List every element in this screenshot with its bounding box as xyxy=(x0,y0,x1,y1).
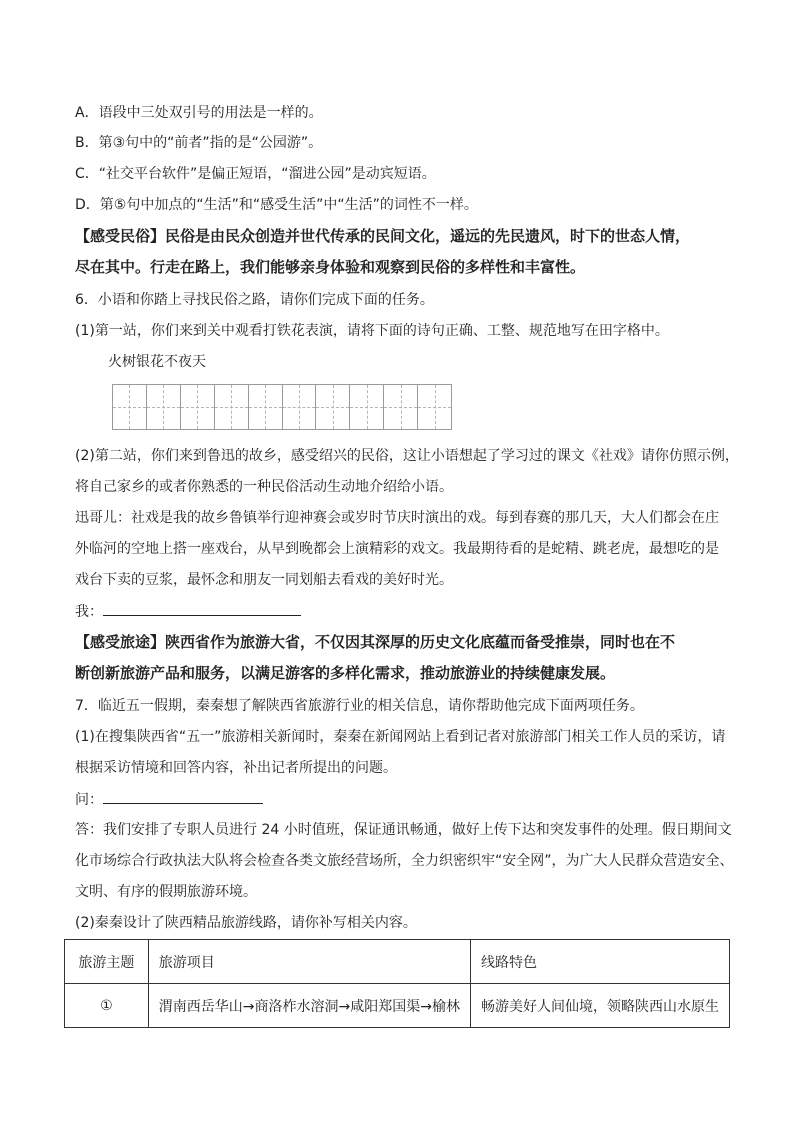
theme-cell[interactable]: ① xyxy=(65,984,149,1028)
me-answer-line xyxy=(75,601,301,622)
q7-part1-line-2: 根据采访情境和回答内容，补出记者所提出的问题。 xyxy=(75,760,397,776)
option-c: C．“社交平台软件”是偏正短语，“溜进公园”是动宾短语。 xyxy=(75,166,436,182)
me-answer-blank[interactable] xyxy=(103,601,301,616)
grid-cell[interactable] xyxy=(249,385,283,429)
travel-section-line-2: 断创新旅游产品和服务，以满足游客的多样化需求，推动旅游业的持续健康发展。 xyxy=(75,664,616,682)
grid-cell[interactable] xyxy=(350,385,384,429)
header-feature: 线路特色 xyxy=(471,940,730,984)
example-line-3: 戏台下卖的豆浆，最怀念和朋友一同划船去看戏的美好时光。 xyxy=(75,572,453,588)
table-header-row xyxy=(65,940,730,984)
q7-intro: 7．临近五一假期，秦秦想了解陕西省旅游行业的相关信息，请你帮助他完成下面两项任务。 xyxy=(75,698,644,714)
example-line-2: 外临河的空地上搭一座戏台，从早到晚都会上演精彩的戏文。我最期待看的是蛇精、跳老虎，最想吃的是 xyxy=(75,541,719,557)
header-project: 旅游项目 xyxy=(148,940,470,984)
folk-section-line-1: 【感受民俗】民俗是由民众创造并世代传承的民间文化，遥远的先民遗风，时下的世态人情， xyxy=(75,227,691,245)
answer-line-2: 化市场综合行政执法大队将会检查各类文旅经营场所，全力织密织牢“安全网”，为广大人民群众营造安全、 xyxy=(75,853,734,869)
ask-label: 问： xyxy=(75,792,103,808)
header-theme: 旅游主题 xyxy=(65,940,149,984)
table-row xyxy=(65,984,730,1028)
project-cell: 渭南西岳华山→商洛柞水溶洞→咸阳郑国渠→榆林 xyxy=(148,984,470,1028)
answer-line-3: 文明、有序的假期旅游环境。 xyxy=(75,884,257,900)
grid-cell[interactable] xyxy=(147,385,181,429)
route-table xyxy=(64,939,730,1028)
q6-part1: (1)第一站，你们来到关中观看打铁花表演，请将下面的诗句正确、工整、规范地写在田字格中。 xyxy=(75,323,669,339)
grid-cell[interactable] xyxy=(384,385,418,429)
poem-line: 火树银花不夜天 xyxy=(108,354,206,370)
ask-answer-blank[interactable] xyxy=(103,789,263,804)
option-d: D．第⑤句中加点的“生活”和“感受生活”中“生活”的词性不一样。 xyxy=(75,197,478,213)
me-label: 我： xyxy=(75,604,103,620)
q6-intro: 6．小语和你踏上寻找民俗之路，请你们完成下面的任务。 xyxy=(75,292,434,308)
ask-line xyxy=(75,789,263,810)
grid-cell[interactable] xyxy=(181,385,215,429)
q7-part2: (2)秦秦设计了陕西精品旅游线路，请你补写相关内容。 xyxy=(75,915,417,931)
tianzige-grid[interactable] xyxy=(112,384,452,430)
option-b: B．第③句中的“前者”指的是“公园游”。 xyxy=(75,135,323,151)
grid-cell[interactable] xyxy=(418,385,451,429)
folk-section-line-2: 尽在其中。行走在路上，我们能够亲身体验和观察到民俗的多样性和丰富性。 xyxy=(75,258,586,276)
option-a: A．语段中三处双引号的用法是一样的。 xyxy=(75,105,323,121)
grid-cell[interactable] xyxy=(113,385,147,429)
grid-cell[interactable] xyxy=(215,385,249,429)
grid-cell[interactable] xyxy=(283,385,317,429)
answer-line-1: 答：我们安排了专职人员进行 24 小时值班，保证通讯畅通，做好上传下达和突发事件的处理。假日期间文 xyxy=(75,822,732,838)
q6-part2-line-2: 将自己家乡的或者你熟悉的一种民俗活动生动地介绍给小语。 xyxy=(75,479,453,495)
example-line-1: 迅哥儿：社戏是我的故乡鲁镇举行迎神赛会或岁时节庆时演出的戏。每到春赛的那几天，大人们都会在庄 xyxy=(75,510,719,526)
travel-section-line-1: 【感受旅途】陕西省作为旅游大省，不仅因其深厚的历史文化底蕴而备受推崇，同时也在不 xyxy=(75,633,676,651)
grid-cell[interactable] xyxy=(316,385,350,429)
feature-cell: 畅游美好人间仙境，领略陕西山水原生 xyxy=(471,984,730,1028)
q6-part2-line-1: (2)第二站，你们来到鲁迅的故乡，感受绍兴的民俗，这让小语想起了学习过的课文《社戏》请你仿照示例， xyxy=(75,448,739,464)
q7-part1-line-1: (1)在搜集陕西省“五一”旅游相关新闻时，秦秦在新闻网站上看到记者对旅游部门相关工作人员的采访，请 xyxy=(75,729,726,745)
